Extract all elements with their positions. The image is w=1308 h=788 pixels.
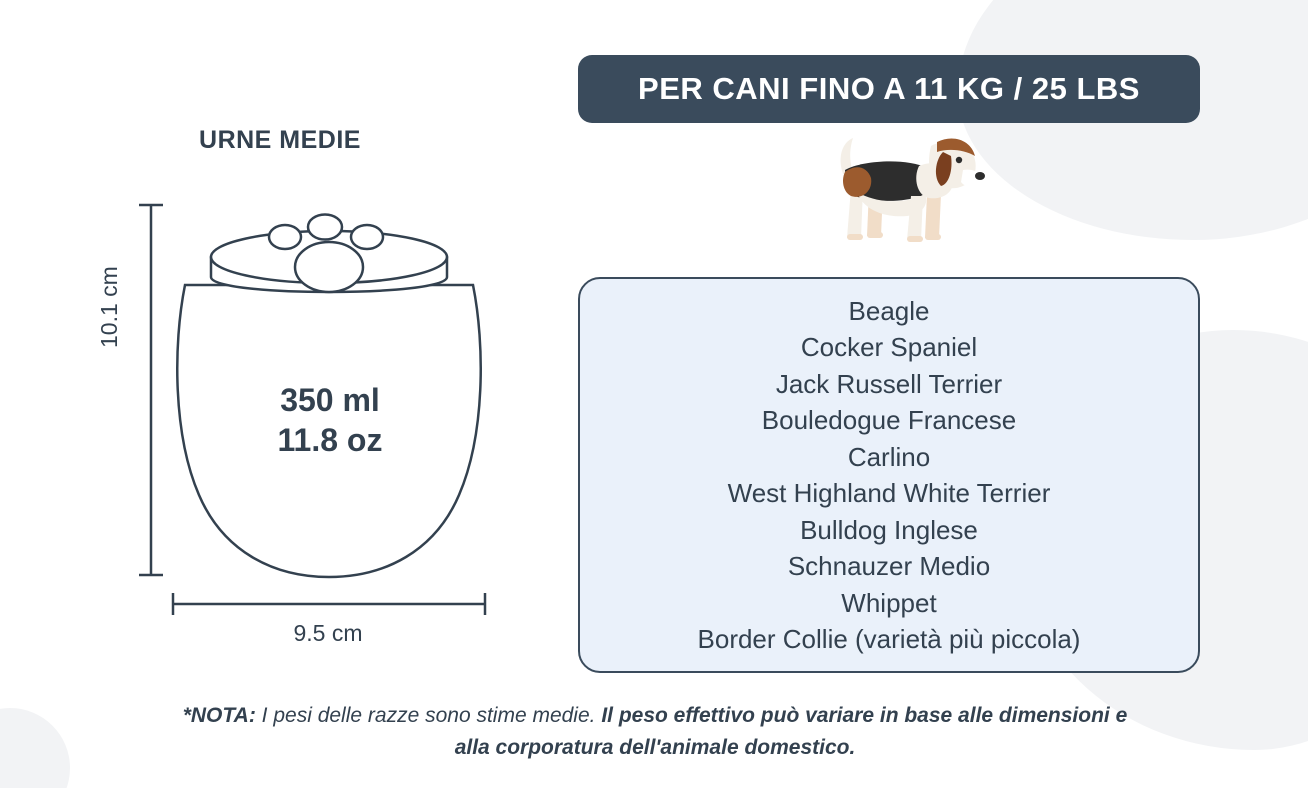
weight-banner bbox=[578, 55, 1200, 123]
list-item: Whippet bbox=[841, 587, 937, 618]
list-item: Carlino bbox=[847, 441, 931, 472]
list-item: Beagle bbox=[848, 295, 930, 326]
urn-size-title: URNE MEDIE bbox=[199, 126, 361, 154]
list-item: Cocker Spaniel bbox=[800, 332, 978, 362]
urn-volume-ml: 350 ml bbox=[280, 382, 380, 418]
list-item: Bouledogue Francese bbox=[761, 405, 1017, 435]
footnote-prefix: *NOTA: bbox=[182, 704, 256, 727]
urn-volume bbox=[170, 380, 490, 460]
list-item: Border Collie (varietà più piccola) bbox=[697, 624, 1081, 654]
beagle-dog-icon bbox=[803, 126, 988, 256]
list-item: Schnauzer Medio bbox=[787, 551, 991, 581]
weight-banner-label: PER CANI FINO A 11 KG / 25 LBS bbox=[638, 71, 1140, 106]
urn-width-label: 9.5 cm bbox=[293, 620, 363, 646]
breed-list bbox=[578, 277, 1200, 673]
list-item: West Highland White Terrier bbox=[727, 478, 1051, 508]
urn-panel bbox=[0, 0, 560, 700]
list-item: Jack Russell Terrier bbox=[775, 368, 1003, 399]
footnote-text-normal: I pesi delle razze sono stime medie. bbox=[255, 704, 602, 727]
footnote-text-bold: Il peso effettivo può variare in base alle dimensioni e alla corporatura dell'animale domestico. bbox=[454, 704, 1128, 759]
list-item: Bulldog Inglese bbox=[800, 514, 978, 545]
breed-panel bbox=[578, 0, 1218, 700]
urn-height-label: 10.1 cm bbox=[96, 266, 122, 348]
urn-volume-oz: 11.8 oz bbox=[277, 422, 383, 458]
footnote bbox=[170, 700, 1140, 764]
